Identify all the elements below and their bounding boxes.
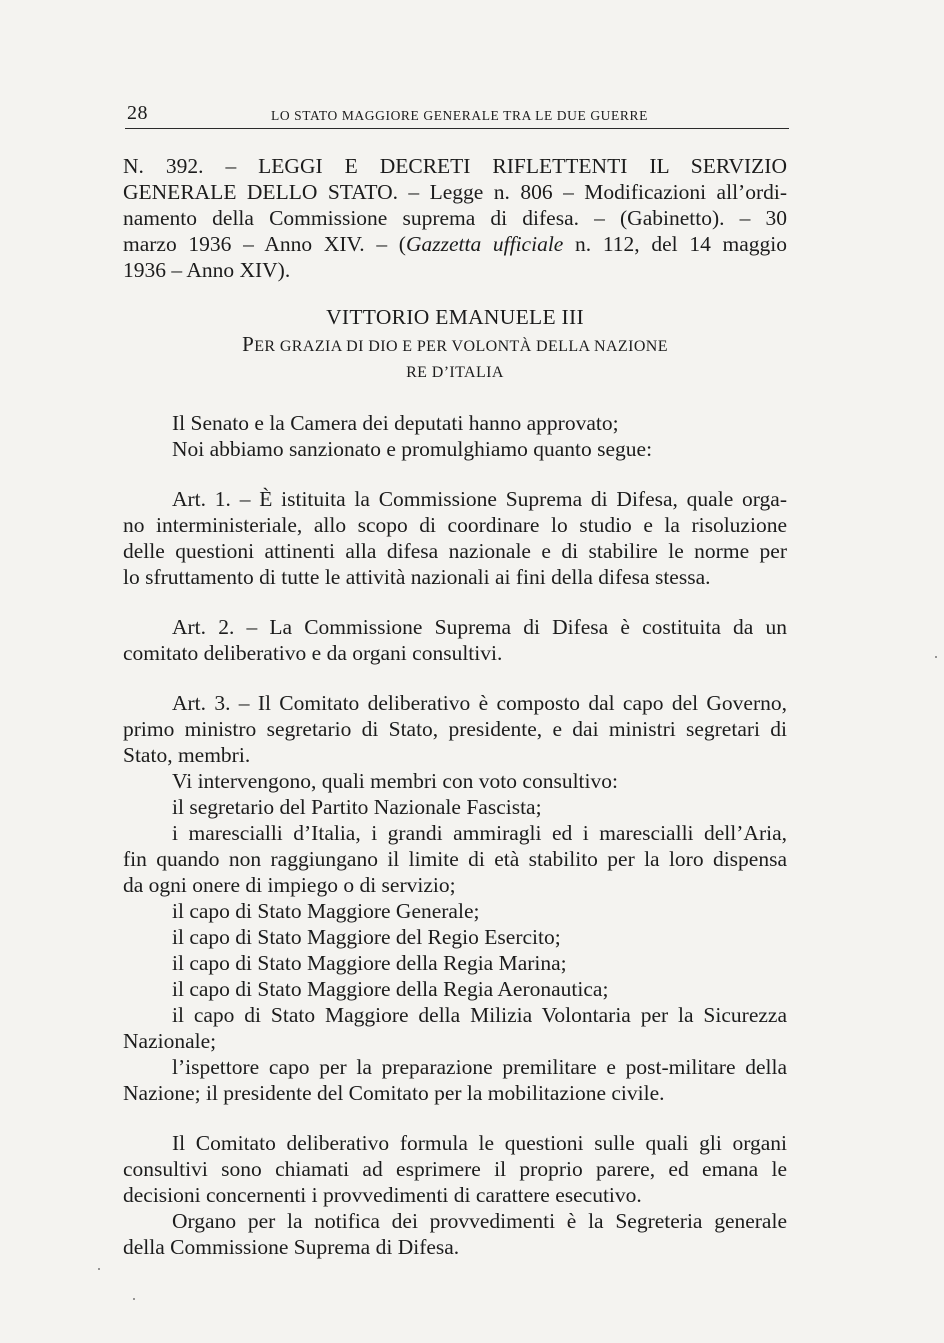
gazette-title: Gazzetta ufficiale: [405, 232, 564, 256]
member-item-cont: Nazione; il presidente del Comitato per la mobilitazione civile.: [123, 1081, 665, 1105]
royal-formula-line: [123, 331, 787, 360]
article-line: delle questioni attinenti alla difesa nazionale e di stabilire le norme per: [123, 539, 787, 563]
member-item-cont: fin quando non raggiungano il limite di età stabilito per la loro dispensa: [123, 847, 787, 871]
member-item-cont: da ogni onere di impiego o di servizio;: [123, 873, 456, 897]
scan-speck: [98, 1268, 100, 1270]
royal-formula-line: RE D’ITALIA: [406, 364, 504, 381]
formula-text: ER GRAZIA DI DIO E PER VOLONTÀ DELLA NAZIONE: [254, 338, 668, 355]
running-header: [125, 100, 789, 129]
member-item: i marescialli d’Italia, i grandi ammiragli ed i marescialli dell’Aria,: [172, 821, 787, 845]
member-item: il capo di Stato Maggiore Generale;: [172, 899, 480, 923]
closing-line: decisioni concernenti i provvedimenti di carattere esecutivo.: [123, 1183, 642, 1207]
article-line: Art. 3. – Il Comitato deliberativo è composto dal capo del Governo,: [172, 691, 787, 715]
heading-fragment: marzo 1936 – Anno XIV. – (: [123, 232, 406, 256]
article-line: primo ministro segretario di Stato, presidente, e dai ministri segretari di: [123, 717, 787, 741]
article-1: [123, 486, 787, 590]
members-list: [123, 794, 787, 1106]
document-heading: [123, 153, 787, 283]
scan-speck: [133, 1298, 135, 1300]
scan-speck: [935, 656, 937, 658]
preamble: [123, 410, 787, 462]
formula-initial: P: [242, 332, 255, 356]
heading-line: namento della Commissione suprema di difesa. – (Gabinetto). – 30: [123, 206, 787, 230]
member-item-cont: Nazionale;: [123, 1029, 217, 1053]
heading-line: 1936 – Anno XIV).: [123, 258, 291, 282]
member-item: il segretario del Partito Nazionale Fascista;: [172, 795, 542, 819]
closing-paragraph-2: [123, 1208, 787, 1260]
heading-line: GENERALE DELLO STATO. – Legge n. 806 – Modificazioni all’ordi-: [123, 180, 787, 204]
article-line: Stato, membri.: [123, 743, 251, 767]
king-name: VITTORIO EMANUELE III: [326, 305, 584, 329]
closing-line: Il Comitato deliberativo formula le questioni sulle quali gli organi: [172, 1131, 787, 1155]
article-2: [123, 614, 787, 666]
article-line: Art. 1. – È istituita la Commissione Suprema di Difesa, quale orga-: [172, 487, 787, 511]
member-item: il capo di Stato Maggiore della Regia Marina;: [172, 951, 567, 975]
members-intro: Vi intervengono, quali membri con voto consultivo:: [172, 769, 618, 793]
heading-line-gazette: [123, 231, 787, 257]
running-title: LO STATO MAGGIORE GENERALE TRA LE DUE GUERRE: [271, 108, 648, 123]
article-line: lo sfruttamento di tutte le attività nazionali ai fini della difesa stessa.: [123, 565, 711, 589]
closing-line: Organo per la notifica dei provvedimenti è la Segreteria generale: [172, 1209, 787, 1233]
heading-line: N. 392. – LEGGI E DECRETI RIFLETTENTI IL SERVIZIO: [123, 154, 787, 178]
article-3: [123, 690, 787, 794]
member-item: il capo di Stato Maggiore della Regia Aeronautica;: [172, 977, 609, 1001]
closing-line: consultivi sono chiamati ad esprimere il proprio parere, ed emana le: [123, 1157, 787, 1181]
preamble-line: Il Senato e la Camera dei deputati hanno approvato;: [172, 411, 619, 435]
article-line: comitato deliberativo e da organi consultivi.: [123, 641, 503, 665]
article-line: no interministeriale, allo scopo di coordinare lo studio e la risoluzione: [123, 513, 787, 537]
closing-line: della Commissione Suprema di Difesa.: [123, 1235, 460, 1259]
heading-fragment: n. 112, del 14 maggio: [563, 232, 788, 256]
body-text: [123, 153, 787, 1260]
preamble-line: Noi abbiamo sanzionato e promulghiamo quanto segue:: [172, 437, 653, 461]
member-item: il capo di Stato Maggiore della Milizia Volontaria per la Sicurezza: [172, 1003, 787, 1027]
member-item: l’ispettore capo per la preparazione premilitare e post-militare della: [172, 1055, 787, 1079]
closing-paragraph-1: [123, 1130, 787, 1208]
article-line: Art. 2. – La Commissione Suprema di Difesa è costituita da un: [172, 615, 787, 639]
member-item: il capo di Stato Maggiore del Regio Esercito;: [172, 925, 561, 949]
page-number: 28: [127, 102, 148, 124]
